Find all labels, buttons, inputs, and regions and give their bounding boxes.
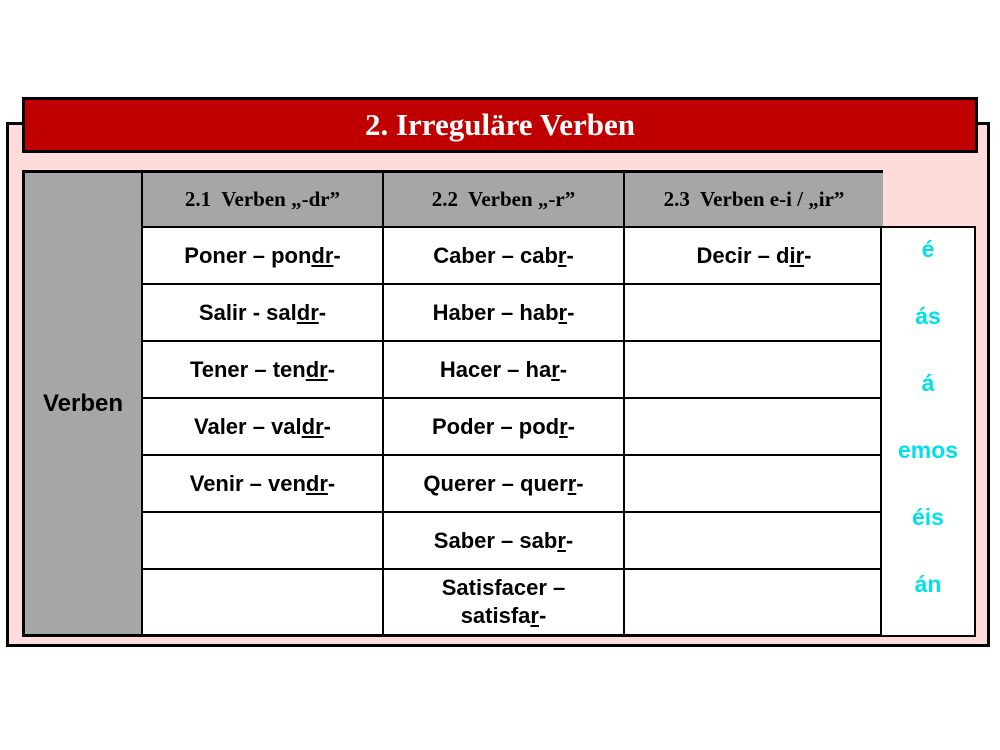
verb-cell-dr xyxy=(143,399,384,456)
ending-item: ás xyxy=(915,303,941,329)
verb-stem-marker: r xyxy=(558,299,568,325)
verb-cell-r xyxy=(384,342,625,399)
verb-cell-dr xyxy=(143,513,384,570)
verb-suffix: - xyxy=(327,470,336,496)
verb-cell-r xyxy=(384,285,625,342)
verb-suffix: - xyxy=(804,242,812,268)
verb-suffix: - xyxy=(567,299,575,325)
verb-text: Tener – ten xyxy=(189,356,306,382)
verb-suffix: - xyxy=(538,603,547,628)
ending-item: án xyxy=(914,571,942,597)
column-header-e-i-ir: 2.3 Verben e-i / „ir” xyxy=(625,173,883,228)
verb-suffix: - xyxy=(559,356,568,382)
verb-suffix: - xyxy=(333,242,341,268)
verb-stem-marker: r xyxy=(530,603,539,628)
verb-stem-marker: r xyxy=(557,527,566,553)
verb-stem-marker: dr xyxy=(311,242,334,268)
verb-stem-marker: dr xyxy=(301,413,324,439)
verb-cell-e-i-ir xyxy=(625,342,883,399)
endings-box xyxy=(880,226,976,637)
verb-cell-r xyxy=(384,228,625,285)
verb-text: Salir - sal xyxy=(198,299,297,325)
verb-text: Caber – cab xyxy=(433,242,558,268)
verb-cell-e-i-ir xyxy=(625,228,883,285)
verb-suffix: - xyxy=(318,299,327,325)
verb-cell-dr xyxy=(143,456,384,513)
verb-text: Haber – hab xyxy=(432,299,559,325)
verb-table xyxy=(22,170,883,637)
verb-text: Saber – sab xyxy=(433,527,558,553)
verb-stem-marker: ir xyxy=(789,242,805,268)
verb-cell-e-i-ir xyxy=(625,570,883,634)
verb-stem-marker: r xyxy=(557,242,567,268)
verb-stem-marker: r xyxy=(559,413,568,439)
verb-stem-marker: dr xyxy=(296,299,319,325)
verb-stem-marker: dr xyxy=(305,470,328,496)
verb-suffix: - xyxy=(565,527,574,553)
verb-text: Satisfacer – satisfa xyxy=(441,575,566,628)
column-header-dr: 2.1 Verben „-dr” xyxy=(143,173,384,228)
verb-text: Valer – val xyxy=(194,413,302,439)
verb-cell-e-i-ir xyxy=(625,285,883,342)
ending-item: emos xyxy=(897,437,959,463)
verb-cell-e-i-ir xyxy=(625,399,883,456)
verb-cell-r xyxy=(384,513,625,570)
verb-text: Poner – pon xyxy=(184,242,312,268)
verb-cell-dr xyxy=(143,285,384,342)
verb-cell-dr xyxy=(143,228,384,285)
verb-cell-r xyxy=(384,399,625,456)
verb-cell-r xyxy=(384,456,625,513)
verb-cell-r xyxy=(384,570,625,634)
verb-suffix: - xyxy=(567,413,575,439)
verb-cell-dr xyxy=(143,342,384,399)
ending-item: é xyxy=(921,236,935,262)
verb-text: Poder – pod xyxy=(431,413,560,439)
ending-item: éis xyxy=(912,504,944,530)
verb-cell-dr xyxy=(143,570,384,634)
verb-cell-e-i-ir xyxy=(625,513,883,570)
verb-text: Decir – d xyxy=(696,242,790,268)
verb-stem-marker: dr xyxy=(305,356,328,382)
page-title: 2. Irreguläre Verben xyxy=(22,97,978,153)
verb-text: Venir – ven xyxy=(189,470,306,496)
ending-item: á xyxy=(921,370,935,396)
verb-suffix: - xyxy=(566,242,574,268)
verb-suffix: - xyxy=(327,356,336,382)
column-header-r: 2.2 Verben „-r” xyxy=(384,173,625,228)
verb-stem-marker: r xyxy=(567,470,577,496)
row-header-verben: Verben xyxy=(25,173,143,634)
verb-stem-marker: r xyxy=(551,356,560,382)
verb-suffix: - xyxy=(576,470,584,496)
verb-text: Querer – quer xyxy=(423,470,568,496)
verb-text: Hacer – ha xyxy=(439,356,552,382)
verb-suffix: - xyxy=(323,413,331,439)
verb-cell-e-i-ir xyxy=(625,456,883,513)
